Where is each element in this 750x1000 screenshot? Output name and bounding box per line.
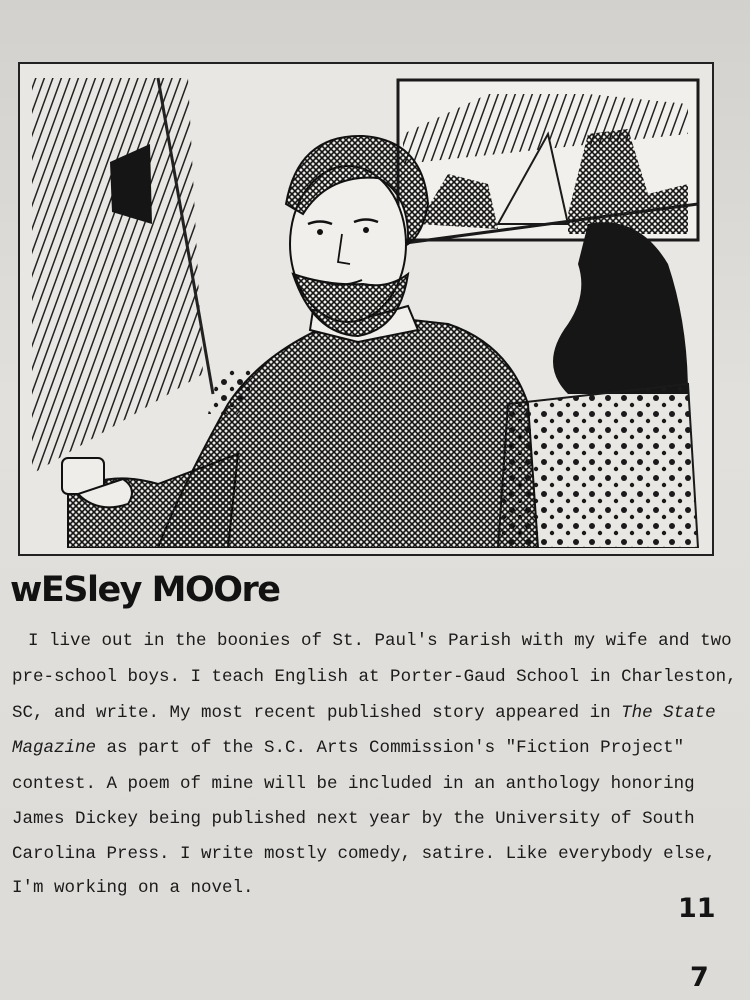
bio-line-8: I'm working on a novel. — [12, 878, 254, 898]
bio-line-1: I live out in the boonies of St. Paul's Parish with my wife and two — [28, 631, 732, 651]
inner-page-number: 11 — [678, 893, 716, 924]
hatched-wall — [32, 78, 203, 474]
wall-shadow — [553, 222, 688, 394]
bio-line-2: pre-school boys. I teach English at Porter-Gaud School in Charleston, — [12, 667, 737, 687]
pen-ink-drawing — [28, 74, 706, 548]
framed-town-painting — [398, 80, 698, 244]
bio-line-4 — [12, 738, 684, 758]
author-portrait-illustration — [18, 62, 714, 556]
bio-line-7: Carolina Press. I write mostly comedy, satire. Like everybody else, — [12, 844, 716, 864]
bio-line-6: James Dickey being published next year by the University of South — [12, 809, 695, 829]
bio-line-3-text: SC, and write. My most recent published story appeared in — [12, 703, 622, 723]
publication-title-part1: The State — [621, 703, 716, 723]
bio-line-4-text: as part of the S.C. Arts Commission's "Fiction Project" — [96, 738, 685, 758]
bio-line-5: contest. A poem of mine will be included in an anthology honoring — [12, 774, 695, 794]
bio-line-3 — [12, 703, 716, 723]
outer-page-number: 7 — [690, 962, 709, 993]
author-name-heading: wESley MOOre — [10, 570, 280, 610]
publication-title-part2: Magazine — [12, 738, 97, 758]
